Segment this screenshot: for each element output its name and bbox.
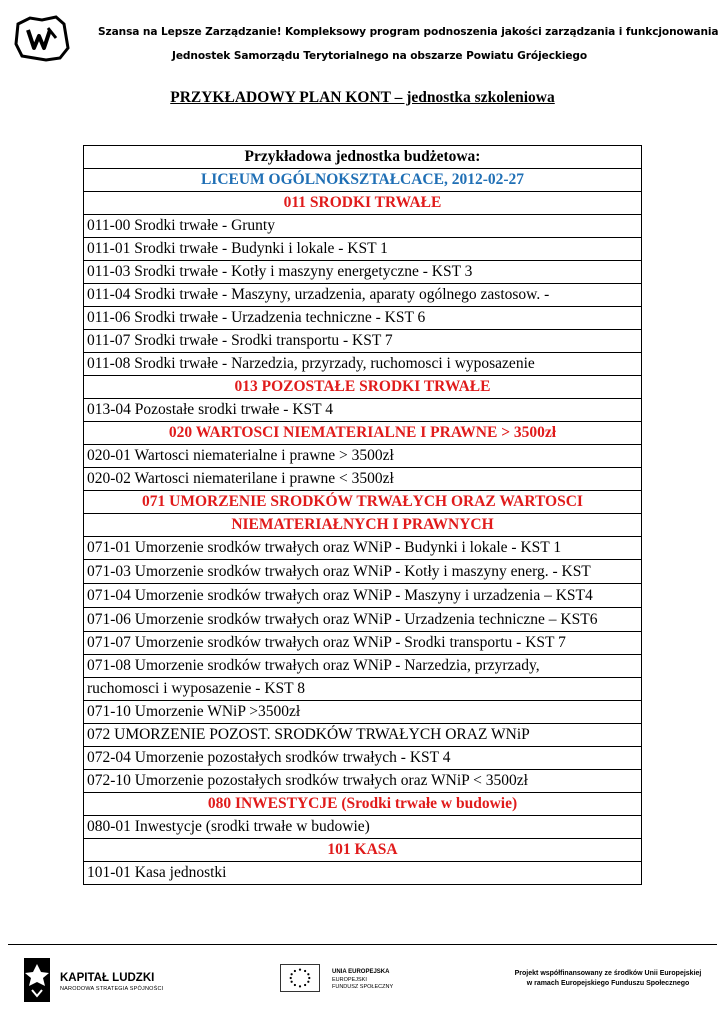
account-row: 011-01 Srodki trwałe - Budynki i lokale - KST 1 bbox=[84, 238, 642, 261]
account-row-continued: ruchomosci i wyposazenie - KST 8 bbox=[84, 678, 642, 701]
section-header-continued: NIEMATERIAŁNYCH I PRAWNYCH bbox=[84, 514, 642, 537]
account-row: 011-07 Srodki trwałe - Srodki transportu - KST 7 bbox=[84, 330, 642, 353]
account-row: 020-01 Wartosci niematerialne i prawne > 3500zł bbox=[84, 445, 642, 468]
account-row: 013-04 Pozostałe srodki trwałe - KST 4 bbox=[84, 399, 642, 422]
table-row bbox=[84, 770, 642, 793]
section-header: 101 KASA bbox=[84, 839, 642, 862]
account-row: 071-04 Umorzenie srodków trwałych oraz WNiP - Maszyny i urzadzenia – KST4 bbox=[84, 584, 642, 608]
table-row bbox=[84, 816, 642, 839]
table-row bbox=[84, 724, 642, 747]
table-row bbox=[84, 632, 642, 655]
table-row bbox=[84, 655, 642, 678]
document-title: PRZYKŁADOWY PLAN KONT – jednostka szkoleniowa bbox=[170, 89, 555, 106]
header-project-subtitle: Jednostek Samorządu Terytorialnego na obszarze Powiatu Grójeckiego bbox=[172, 50, 588, 62]
section-header: 020 WARTOSCI NIEMATERIALNE I PRAWNE > 3500zł bbox=[84, 422, 642, 445]
account-row: 101-01 Kasa jednostki bbox=[84, 862, 642, 885]
table-row bbox=[84, 307, 642, 330]
table-row bbox=[84, 701, 642, 724]
section-header: 080 INWESTYCJE (Srodki trwałe w budowie) bbox=[84, 793, 642, 816]
kapital-ludzki-title: KAPITAŁ LUDZKI bbox=[60, 972, 155, 984]
table-row bbox=[84, 445, 642, 468]
account-row: 071-08 Umorzenie srodków trwałych oraz WNiP - Narzedzia, przyrzady, bbox=[84, 655, 642, 678]
table-row bbox=[84, 514, 642, 537]
table-row bbox=[84, 215, 642, 238]
eu-subtitle-2: FUNDUSZ SPOŁECZNY bbox=[332, 984, 394, 990]
account-row: 011-08 Srodki trwałe - Narzedzia, przyrzady, ruchomosci i wyposazenie bbox=[84, 353, 642, 376]
table-row bbox=[84, 261, 642, 284]
account-row: 011-00 Srodki trwałe - Grunty bbox=[84, 215, 642, 238]
table-row bbox=[84, 537, 642, 560]
section-header: 013 POZOSTAŁE SRODKI TRWAŁE bbox=[84, 376, 642, 399]
table-row bbox=[84, 192, 642, 215]
eu-flag-icon bbox=[280, 964, 320, 992]
table-row bbox=[84, 468, 642, 491]
page-header bbox=[10, 10, 719, 70]
eu-subtitle-1: EUROPEJSKI bbox=[332, 977, 367, 983]
account-row: 071-03 Umorzenie srodków trwałych oraz WNiP - Kotły i maszyny energ. - KST bbox=[84, 560, 642, 584]
table-row bbox=[84, 376, 642, 399]
table-row bbox=[84, 284, 642, 307]
footer-divider bbox=[8, 944, 717, 945]
cofinancing-note-line2: w ramach Europejskiego Funduszu Społecznego bbox=[526, 980, 690, 987]
table-row bbox=[84, 169, 642, 192]
account-row: 011-04 Srodki trwałe - Maszyny, urzadzenia, aparaty ogólnego zastosow. - bbox=[84, 284, 642, 307]
account-row: 072-04 Umorzenie pozostałych srodków trwałych - KST 4 bbox=[84, 747, 642, 770]
table-row bbox=[84, 678, 642, 701]
account-row: 071-01 Umorzenie srodków trwałych oraz WNiP - Budynki i lokale - KST 1 bbox=[84, 537, 642, 560]
kapital-ludzki-logo-icon bbox=[22, 956, 52, 1004]
kapital-ludzki-subtitle: NARODOWA STRATEGIA SPÓJNOŚCI bbox=[60, 986, 164, 992]
table-row bbox=[84, 793, 642, 816]
eu-title: UNIA EUROPEJSKA bbox=[332, 969, 390, 975]
table-row bbox=[84, 146, 642, 169]
table-row bbox=[84, 330, 642, 353]
table-row bbox=[84, 584, 642, 608]
account-row: 072-10 Umorzenie pozostałych srodków trwałych oraz WNiP < 3500zł bbox=[84, 770, 642, 793]
header-project-title: Szansa na Lepsze Zarządzanie! Kompleksowy program podnoszenia jakości zarządzania i funkcjonowania bbox=[98, 26, 719, 38]
table-row bbox=[84, 608, 642, 632]
table-row bbox=[84, 399, 642, 422]
table-row bbox=[84, 422, 642, 445]
section-header: 071 UMORZENIE SRODKÓW TRWAŁYCH ORAZ WARTOSCI bbox=[84, 491, 642, 514]
account-row: 072 UMORZENIE POZOST. SRODKÓW TRWAŁYCH ORAZ WNiP bbox=[84, 724, 642, 747]
table-row bbox=[84, 353, 642, 376]
account-row: 071-10 Umorzenie WNiP >3500zł bbox=[84, 701, 642, 724]
table-row bbox=[84, 747, 642, 770]
cofinancing-note-line1: Projekt współfinansowany ze środków Unii Europejskiej bbox=[514, 970, 702, 977]
poland-map-logo-icon bbox=[12, 14, 70, 64]
account-row: 071-07 Umorzenie srodków trwałych oraz WNiP - Srodki transportu - KST 7 bbox=[84, 632, 642, 655]
account-row: 011-06 Srodki trwałe - Urzadzenia techniczne - KST 6 bbox=[84, 307, 642, 330]
section-header: 011 SRODKI TRWAŁE bbox=[84, 192, 642, 215]
page-footer bbox=[0, 950, 725, 1024]
table-row bbox=[84, 862, 642, 885]
unit-label: Przykładowa jednostka budżetowa: bbox=[84, 146, 642, 169]
unit-name: LICEUM OGÓLNOKSZTAŁCACE, 2012-02-27 bbox=[84, 169, 642, 192]
account-row: 080-01 Inwestycje (srodki trwałe w budowie) bbox=[84, 816, 642, 839]
table-row bbox=[84, 238, 642, 261]
table-row bbox=[84, 839, 642, 862]
chart-of-accounts-table bbox=[83, 145, 642, 885]
account-row: 071-06 Umorzenie srodków trwałych oraz WNiP - Urzadzenia techniczne – KST6 bbox=[84, 608, 642, 632]
account-row: 020-02 Wartosci niematerilane i prawne < 3500zł bbox=[84, 468, 642, 491]
account-row: 011-03 Srodki trwałe - Kotły i maszyny energetyczne - KST 3 bbox=[84, 261, 642, 284]
table-row bbox=[84, 560, 642, 584]
table-row bbox=[84, 491, 642, 514]
